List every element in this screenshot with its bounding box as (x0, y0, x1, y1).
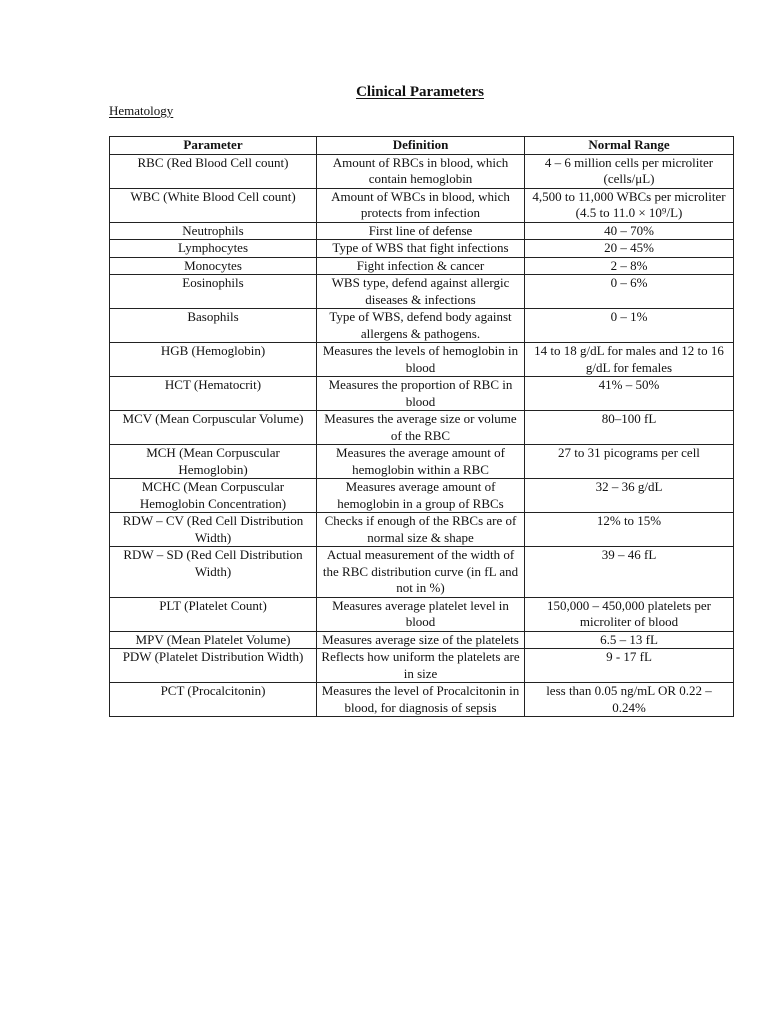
definition-cell: Measures the average amount of hemoglobin within a RBC (317, 445, 525, 479)
definition-cell: WBS type, defend against allergic diseases & infections (317, 275, 525, 309)
parameter-cell: HGB (Hemoglobin) (110, 343, 317, 377)
column-header-definition: Definition (317, 137, 525, 155)
range-cell: 9 - 17 fL (525, 649, 734, 683)
range-cell: 27 to 31 picograms per cell (525, 445, 734, 479)
parameter-cell: RBC (Red Blood Cell count) (110, 154, 317, 188)
table-row (110, 411, 734, 445)
definition-cell: First line of defense (317, 222, 525, 240)
range-cell: 41% – 50% (525, 377, 734, 411)
table-row (110, 240, 734, 258)
parameter-cell: RDW – SD (Red Cell Distribution Width) (110, 547, 317, 598)
parameter-cell: Eosinophils (110, 275, 317, 309)
table-row (110, 343, 734, 377)
table-row (110, 649, 734, 683)
definition-cell: Measures average size of the platelets (317, 631, 525, 649)
definition-cell: Type of WBS that fight infections (317, 240, 525, 258)
parameter-cell: WBC (White Blood Cell count) (110, 188, 317, 222)
range-cell: 0 – 6% (525, 275, 734, 309)
table-row (110, 445, 734, 479)
range-cell: 40 – 70% (525, 222, 734, 240)
table-header-row (110, 137, 734, 155)
definition-cell: Amount of RBCs in blood, which contain hemoglobin (317, 154, 525, 188)
parameter-cell: MPV (Mean Platelet Volume) (110, 631, 317, 649)
range-cell: 150,000 – 450,000 platelets per microliter of blood (525, 597, 734, 631)
column-header-normal-range: Normal Range (525, 137, 734, 155)
definition-cell: Fight infection & cancer (317, 257, 525, 275)
definition-cell: Measures average amount of hemoglobin in a group of RBCs (317, 479, 525, 513)
table-row (110, 222, 734, 240)
table-row (110, 275, 734, 309)
definition-cell: Checks if enough of the RBCs are of normal size & shape (317, 513, 525, 547)
definition-cell: Measures the level of Procalcitonin in blood, for diagnosis of sepsis (317, 683, 525, 717)
parameter-cell: RDW – CV (Red Cell Distribution Width) (110, 513, 317, 547)
definition-cell: Measures the average size or volume of the RBC (317, 411, 525, 445)
table-row (110, 631, 734, 649)
range-cell: 4,500 to 11,000 WBCs per microliter (4.5 to 11.0 × 10⁹/L) (525, 188, 734, 222)
table-row (110, 683, 734, 717)
parameter-cell: Neutrophils (110, 222, 317, 240)
range-cell: 2 – 8% (525, 257, 734, 275)
table-row (110, 257, 734, 275)
definition-cell: Reflects how uniform the platelets are in size (317, 649, 525, 683)
range-cell: 4 – 6 million cells per microliter (cells/μL) (525, 154, 734, 188)
parameter-cell: MCHC (Mean Corpuscular Hemoglobin Concentration) (110, 479, 317, 513)
column-header-parameter: Parameter (110, 137, 317, 155)
table-row (110, 597, 734, 631)
table-row (110, 309, 734, 343)
range-cell: 6.5 – 13 fL (525, 631, 734, 649)
table-row (110, 547, 734, 598)
parameter-cell: HCT (Hematocrit) (110, 377, 317, 411)
definition-cell: Type of WBS, defend body against allergens & pathogens. (317, 309, 525, 343)
parameter-cell: PLT (Platelet Count) (110, 597, 317, 631)
section-heading: Hematology (109, 103, 174, 118)
range-cell: 0 – 1% (525, 309, 734, 343)
range-cell: 12% to 15% (525, 513, 734, 547)
clinical-parameters-table (109, 136, 734, 717)
definition-cell: Measures the proportion of RBC in blood (317, 377, 525, 411)
parameter-cell: PDW (Platelet Distribution Width) (110, 649, 317, 683)
range-cell: less than 0.05 ng/mL OR 0.22 – 0.24% (525, 683, 734, 717)
range-cell: 14 to 18 g/dL for males and 12 to 16 g/dL for females (525, 343, 734, 377)
table-row (110, 188, 734, 222)
table-row (110, 479, 734, 513)
parameter-cell: MCV (Mean Corpuscular Volume) (110, 411, 317, 445)
page-title: Clinical Parameters (356, 84, 484, 100)
definition-cell: Measures average platelet level in blood (317, 597, 525, 631)
table-row (110, 513, 734, 547)
range-cell: 80–100 fL (525, 411, 734, 445)
range-cell: 39 – 46 fL (525, 547, 734, 598)
definition-cell: Amount of WBCs in blood, which protects from infection (317, 188, 525, 222)
parameter-cell: MCH (Mean Corpuscular Hemoglobin) (110, 445, 317, 479)
table-row (110, 154, 734, 188)
range-cell: 32 – 36 g/dL (525, 479, 734, 513)
parameter-cell: Monocytes (110, 257, 317, 275)
definition-cell: Actual measurement of the width of the RBC distribution curve (in fL and not in %) (317, 547, 525, 598)
range-cell: 20 – 45% (525, 240, 734, 258)
parameter-cell: PCT (Procalcitonin) (110, 683, 317, 717)
table-row (110, 377, 734, 411)
definition-cell: Measures the levels of hemoglobin in blood (317, 343, 525, 377)
parameter-cell: Lymphocytes (110, 240, 317, 258)
parameter-cell: Basophils (110, 309, 317, 343)
